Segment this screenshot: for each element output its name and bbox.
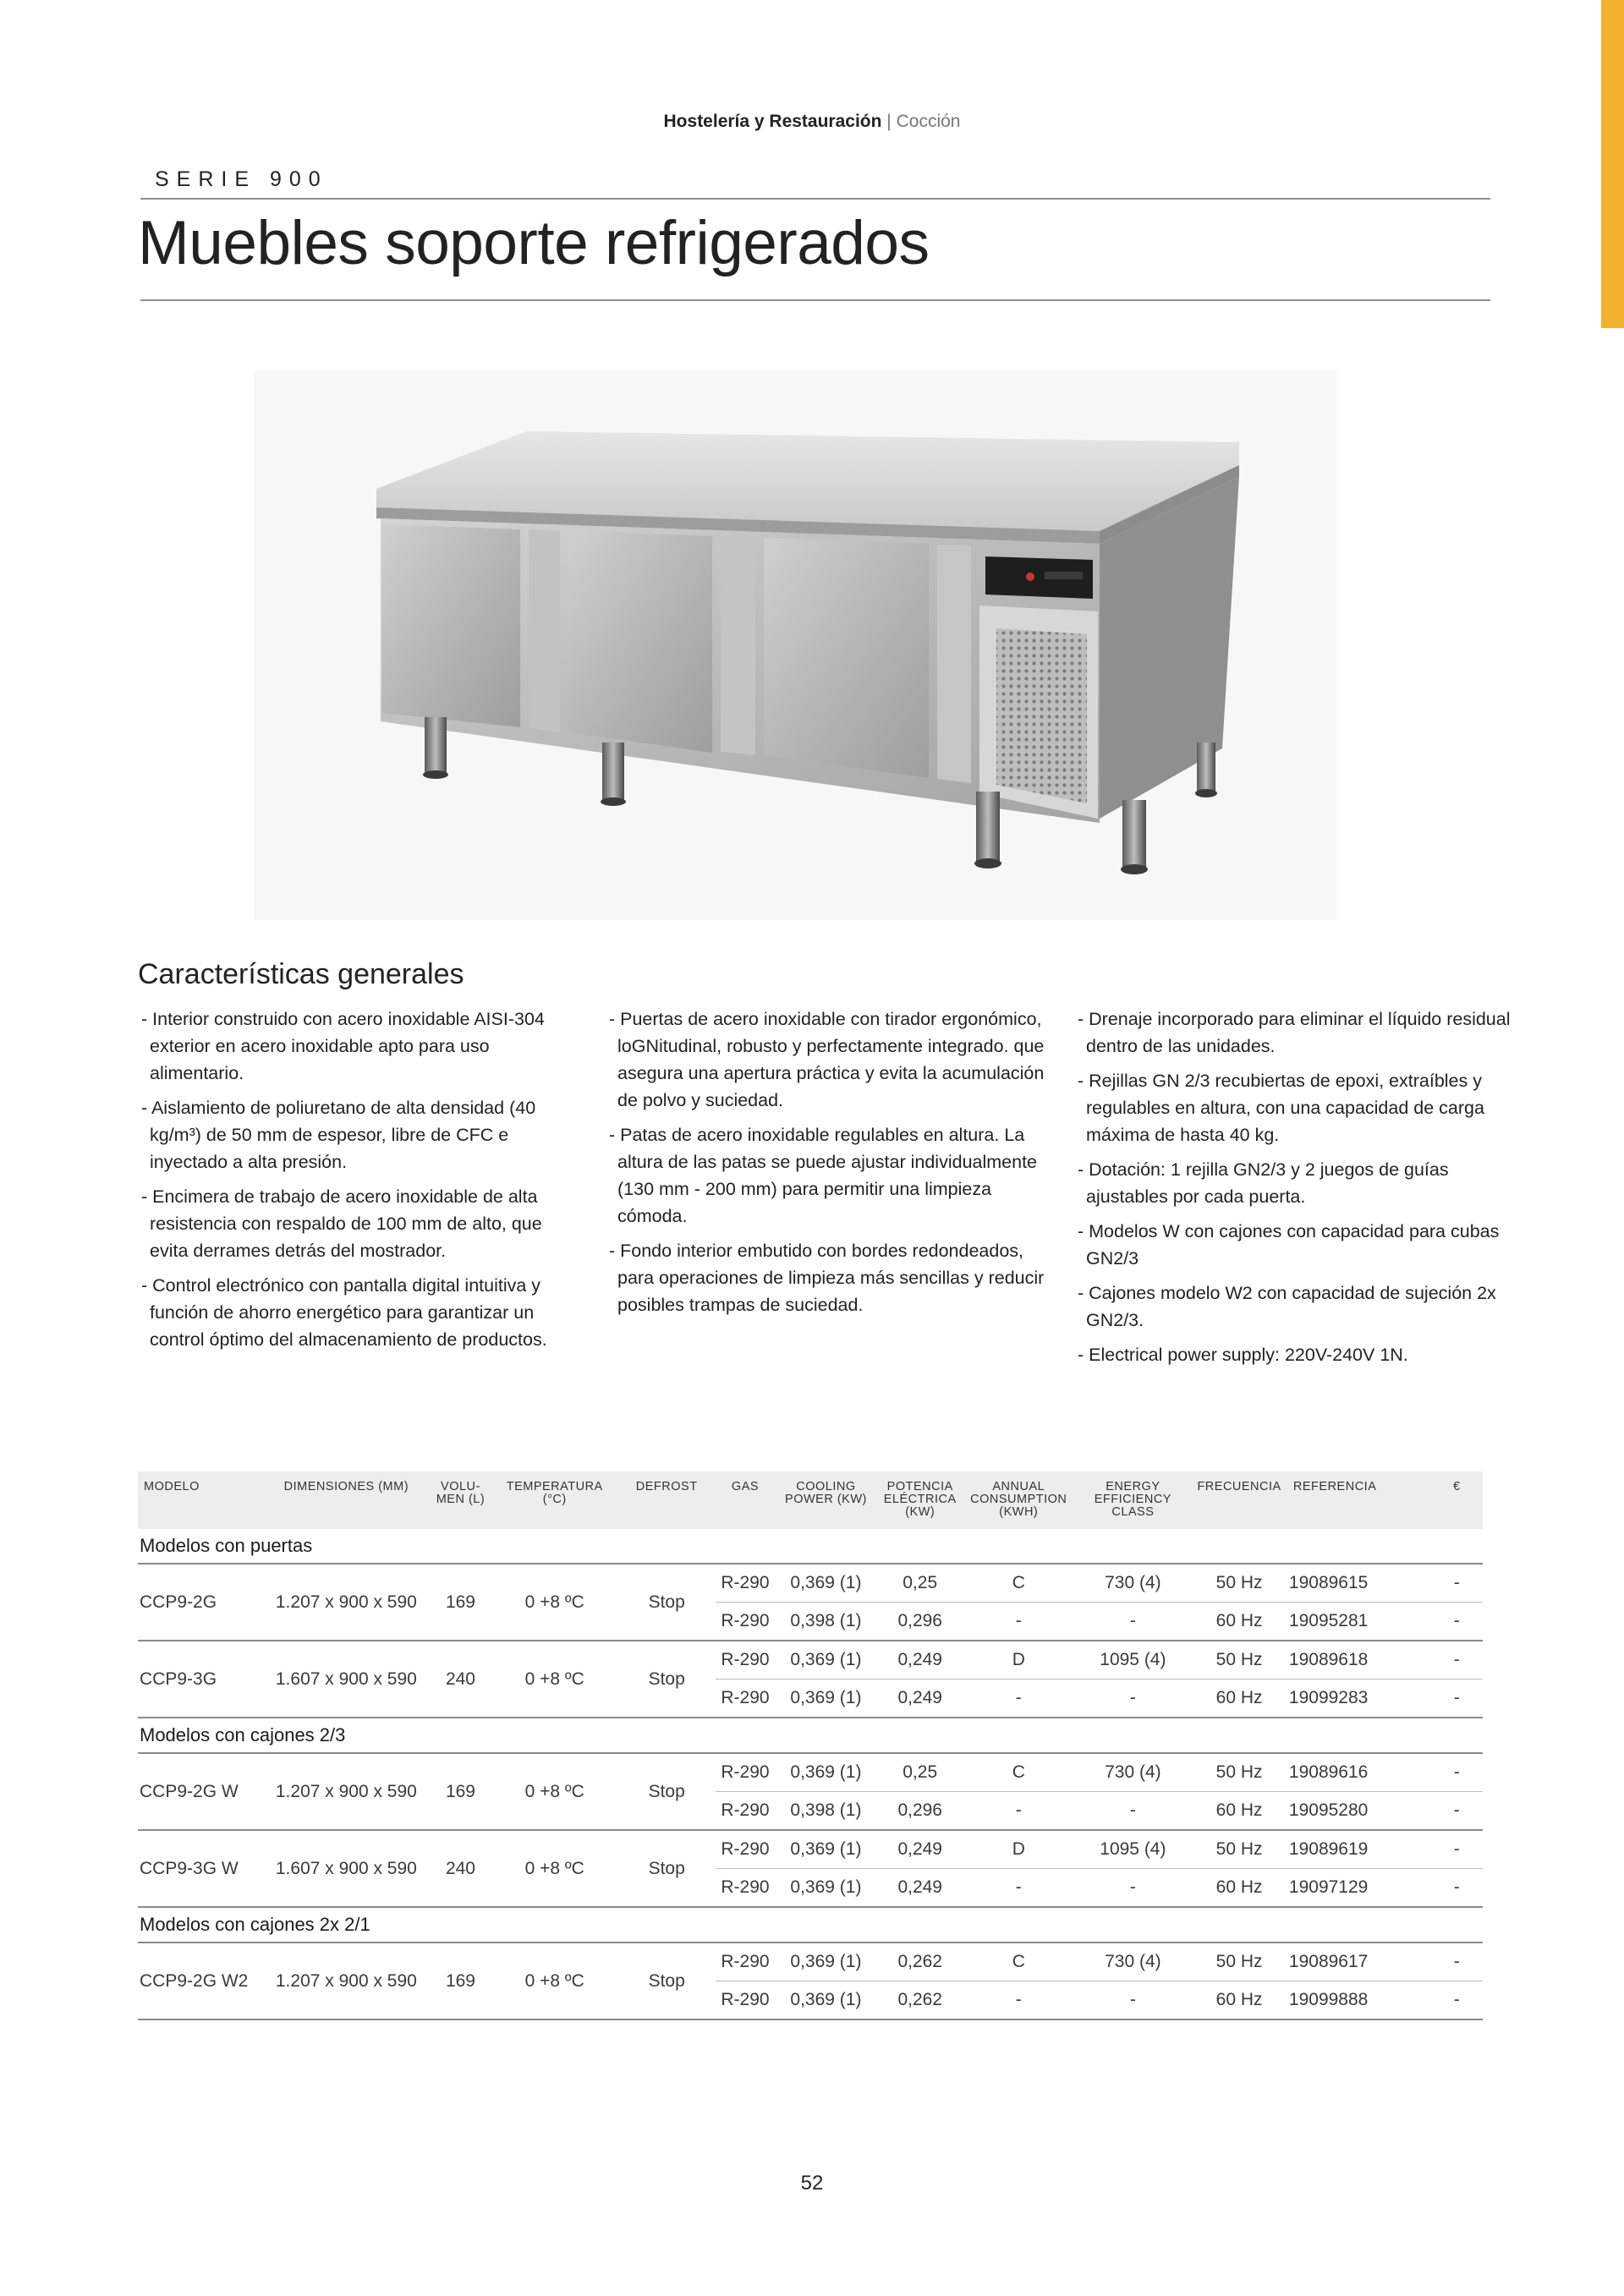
cell-gas: R-290	[716, 1680, 774, 1718]
header-section: Cocción	[896, 112, 961, 131]
cell-model: CCP9-3G	[138, 1641, 263, 1718]
cell-electric-power: 0,249	[877, 1680, 963, 1718]
cell-cooling-power: 0,369 (1)	[775, 1641, 878, 1680]
cell-electric-power: 0,25	[877, 1564, 963, 1603]
cell-annual-consumption: -	[1075, 1680, 1192, 1718]
cell-volume: 169	[429, 1943, 491, 2019]
table-row	[138, 1641, 1483, 1680]
feature-item: - Electrical power supply: 220V-240V 1N.	[1078, 1345, 1408, 1365]
cell-defrost: Stop	[617, 1641, 716, 1718]
cell-electric-power: 0,25	[877, 1753, 963, 1792]
table-header-row	[138, 1471, 1483, 1529]
cell-price: -	[1430, 1830, 1483, 1869]
cell-model: CCP9-2G W2	[138, 1943, 263, 2019]
cell-price: -	[1430, 1603, 1483, 1641]
cell-energy-class: D	[963, 1641, 1074, 1680]
features-column-1	[138, 1006, 578, 1361]
cell-frequency: 60 Hz	[1191, 1792, 1287, 1831]
cell-reference: 19089619	[1287, 1830, 1431, 1869]
cell-gas: R-290	[716, 1943, 774, 1981]
cell-reference: 19099283	[1287, 1680, 1431, 1718]
cell-model: CCP9-3G W	[138, 1830, 263, 1907]
col-header-frecuencia: FRECUENCIA	[1191, 1471, 1287, 1529]
cell-electric-power: 0,296	[877, 1792, 963, 1831]
col-header-dimensiones: DIMENSIONES (MM)	[263, 1471, 429, 1529]
col-header-annual-consumption: ANNUAL CONSUMPTION (KWH)	[963, 1471, 1074, 1529]
cell-frequency: 50 Hz	[1191, 1641, 1287, 1680]
cell-temperature: 0 +8 ºC	[492, 1753, 617, 1830]
cell-energy-class: -	[963, 1792, 1074, 1831]
cell-cooling-power: 0,369 (1)	[775, 1830, 878, 1869]
cell-dimensions: 1.207 x 900 x 590	[263, 1753, 429, 1830]
cell-energy-class: -	[963, 1680, 1074, 1718]
cell-annual-consumption: -	[1075, 1981, 1192, 2020]
specifications-table	[138, 1471, 1483, 2020]
cell-cooling-power: 0,398 (1)	[775, 1792, 878, 1831]
cell-gas: R-290	[716, 1830, 774, 1869]
feature-item: - Control electrónico con pantalla digital intuitiva y función de ahorro energético para garantizar un control óptimo del almacenamiento de productos.	[141, 1275, 547, 1350]
cell-volume: 169	[429, 1564, 491, 1641]
cell-electric-power: 0,262	[877, 1981, 963, 2020]
feature-item: - Fondo interior embutido con bordes redondeados, para operaciones de limpieza más sencillas y reducir posibles trampas de suciedad.	[609, 1241, 1045, 1315]
cell-energy-class: C	[963, 1564, 1074, 1603]
header-section-strong: Hostelería y Restauración	[663, 112, 882, 131]
page-title: Muebles soporte refrigerados	[138, 209, 930, 277]
table-group-row	[138, 1907, 1483, 1943]
table-row	[138, 1830, 1483, 1869]
table-row	[138, 1753, 1483, 1792]
cell-price: -	[1430, 1753, 1483, 1792]
cell-reference: 19095281	[1287, 1603, 1431, 1641]
cell-temperature: 0 +8 ºC	[492, 1830, 617, 1907]
col-header-price: €	[1430, 1471, 1483, 1529]
table-group-row	[138, 1529, 1483, 1564]
cell-annual-consumption: 1095 (4)	[1075, 1641, 1192, 1680]
feature-item: - Interior construido con acero inoxidable AISI-304 exterior en acero inoxidable apto para uso alimentario.	[141, 1009, 545, 1083]
feature-item: - Rejillas GN 2/3 recubiertas de epoxi, extraíbles y regulables en altura, con una capacidad de carga máxima de hasta 40 kg.	[1078, 1071, 1484, 1145]
cell-price: -	[1430, 1943, 1483, 1981]
cell-reference: 19089617	[1287, 1943, 1431, 1981]
cell-frequency: 50 Hz	[1191, 1830, 1287, 1869]
cell-volume: 240	[429, 1641, 491, 1718]
cell-annual-consumption: -	[1075, 1792, 1192, 1831]
cell-energy-class: C	[963, 1753, 1074, 1792]
cell-gas: R-290	[716, 1753, 774, 1792]
feature-item: - Drenaje incorporado para eliminar el líquido residual dentro de las unidades.	[1078, 1009, 1511, 1056]
cell-dimensions: 1.207 x 900 x 590	[263, 1564, 429, 1641]
col-header-gas: GAS	[716, 1471, 774, 1529]
cell-cooling-power: 0,369 (1)	[775, 1981, 878, 2020]
feature-item: - Aislamiento de poliuretano de alta densidad (40 kg/m³) de 50 mm de espesor, libre de CFC e inyectado a alta presión.	[141, 1098, 536, 1172]
cell-gas: R-290	[716, 1981, 774, 2020]
col-header-temperatura: TEMPERATURA (°C)	[492, 1471, 617, 1529]
cell-price: -	[1430, 1981, 1483, 2020]
feature-item: - Encimera de trabajo de acero inoxidable de alta resistencia con respaldo de 100 mm de alto, que evita derrames detrás del mostrador.	[141, 1186, 542, 1261]
feature-item: - Puertas de acero inoxidable con tirador ergonómico, loGNitudinal, robusto y perfectamente integrado. que asegura una apertura práctica y evita la acumulación de polvo y suciedad.	[609, 1009, 1045, 1110]
cell-defrost: Stop	[617, 1943, 716, 2019]
cell-gas: R-290	[716, 1869, 774, 1908]
cell-temperature: 0 +8 ºC	[492, 1564, 617, 1641]
features-title: Características generales	[138, 958, 464, 990]
col-header-energy-class: ENERGY EFFICIENCY CLASS	[1075, 1471, 1192, 1529]
cell-reference: 19099888	[1287, 1981, 1431, 2020]
product-image	[254, 370, 1336, 920]
cell-defrost: Stop	[617, 1753, 716, 1830]
cell-cooling-power: 0,369 (1)	[775, 1753, 878, 1792]
cell-annual-consumption: 730 (4)	[1075, 1943, 1192, 1981]
cell-annual-consumption: 1095 (4)	[1075, 1830, 1192, 1869]
cell-temperature: 0 +8 ºC	[492, 1943, 617, 2019]
cell-price: -	[1430, 1641, 1483, 1680]
title-rule-top	[140, 198, 1490, 200]
cell-gas: R-290	[716, 1641, 774, 1680]
cell-energy-class: -	[963, 1603, 1074, 1641]
cell-temperature: 0 +8 ºC	[492, 1641, 617, 1718]
cell-model: CCP9-2G W	[138, 1753, 263, 1830]
cell-model: CCP9-2G	[138, 1564, 263, 1641]
series-label: SERIE 900	[155, 167, 328, 191]
cell-defrost: Stop	[617, 1564, 716, 1641]
cell-reference: 19097129	[1287, 1869, 1431, 1908]
cell-reference: 19089615	[1287, 1564, 1431, 1603]
cell-frequency: 60 Hz	[1191, 1869, 1287, 1908]
title-rule-bottom	[140, 299, 1490, 301]
cell-electric-power: 0,249	[877, 1869, 963, 1908]
cell-annual-consumption: 730 (4)	[1075, 1753, 1192, 1792]
cell-frequency: 50 Hz	[1191, 1564, 1287, 1603]
col-header-potencia-electrica: POTENCIA ELÉCTRICA (KW)	[877, 1471, 963, 1529]
col-header-volumen: VOLU-MEN (L)	[429, 1471, 491, 1529]
cell-volume: 169	[429, 1753, 491, 1830]
features-column-2	[606, 1006, 1045, 1326]
cell-electric-power: 0,249	[877, 1641, 963, 1680]
cell-dimensions: 1.207 x 900 x 590	[263, 1943, 429, 2019]
cell-gas: R-290	[716, 1603, 774, 1641]
col-header-modelo: MODELO	[138, 1471, 263, 1529]
cell-frequency: 50 Hz	[1191, 1753, 1287, 1792]
cell-energy-class: -	[963, 1869, 1074, 1908]
group-title: Modelos con cajones 2/3	[138, 1718, 1483, 1753]
page-number: 52	[800, 2172, 824, 2195]
feature-item: - Modelos W con cajones con capacidad para cubas GN2/3	[1078, 1221, 1500, 1269]
cell-volume: 240	[429, 1830, 491, 1907]
cell-electric-power: 0,262	[877, 1943, 963, 1981]
group-title: Modelos con cajones 2x 2/1	[138, 1907, 1483, 1943]
cell-price: -	[1430, 1680, 1483, 1718]
cell-price: -	[1430, 1792, 1483, 1831]
cell-cooling-power: 0,369 (1)	[775, 1564, 878, 1603]
cell-frequency: 50 Hz	[1191, 1943, 1287, 1981]
cell-annual-consumption: -	[1075, 1603, 1192, 1641]
cell-gas: R-290	[716, 1792, 774, 1831]
cell-energy-class: D	[963, 1830, 1074, 1869]
cell-electric-power: 0,296	[877, 1603, 963, 1641]
section-tab-marker	[1601, 0, 1624, 328]
cell-price: -	[1430, 1564, 1483, 1603]
features-column-3	[1074, 1006, 1514, 1376]
cell-dimensions: 1.607 x 900 x 590	[263, 1830, 429, 1907]
cell-price: -	[1430, 1869, 1483, 1908]
group-title: Modelos con puertas	[138, 1529, 1483, 1564]
cell-energy-class: C	[963, 1943, 1074, 1981]
table-group-row	[138, 1718, 1483, 1753]
feature-item: - Patas de acero inoxidable regulables en altura. La altura de las patas se puede ajustar individualmente (130 mm - 200 mm) para permitir una limpieza cómoda.	[609, 1125, 1038, 1226]
running-header	[0, 112, 1624, 132]
cell-energy-class: -	[963, 1981, 1074, 2020]
cell-cooling-power: 0,369 (1)	[775, 1680, 878, 1718]
header-separator: |	[886, 112, 892, 131]
cell-frequency: 60 Hz	[1191, 1603, 1287, 1641]
cell-dimensions: 1.607 x 900 x 590	[263, 1641, 429, 1718]
cell-electric-power: 0,249	[877, 1830, 963, 1869]
col-header-cooling-power: COOLING POWER (KW)	[775, 1471, 878, 1529]
cell-frequency: 60 Hz	[1191, 1981, 1287, 2020]
cell-defrost: Stop	[617, 1830, 716, 1907]
col-header-referencia: REFERENCIA	[1287, 1471, 1431, 1529]
cell-annual-consumption: 730 (4)	[1075, 1564, 1192, 1603]
cell-gas: R-290	[716, 1564, 774, 1603]
feature-item: - Dotación: 1 rejilla GN2/3 y 2 juegos de guías ajustables por cada puerta.	[1078, 1159, 1449, 1207]
cell-cooling-power: 0,398 (1)	[775, 1603, 878, 1641]
cell-reference: 19089616	[1287, 1753, 1431, 1792]
table-row	[138, 1564, 1483, 1603]
cell-reference: 19089618	[1287, 1641, 1431, 1680]
cell-annual-consumption: -	[1075, 1869, 1192, 1908]
cell-cooling-power: 0,369 (1)	[775, 1869, 878, 1908]
col-header-defrost: DEFROST	[617, 1471, 716, 1529]
feature-item: - Cajones modelo W2 con capacidad de sujeción 2x GN2/3.	[1078, 1283, 1496, 1330]
cell-cooling-power: 0,369 (1)	[775, 1943, 878, 1981]
table-row	[138, 1943, 1483, 1981]
cell-reference: 19095280	[1287, 1792, 1431, 1831]
cell-frequency: 60 Hz	[1191, 1680, 1287, 1718]
